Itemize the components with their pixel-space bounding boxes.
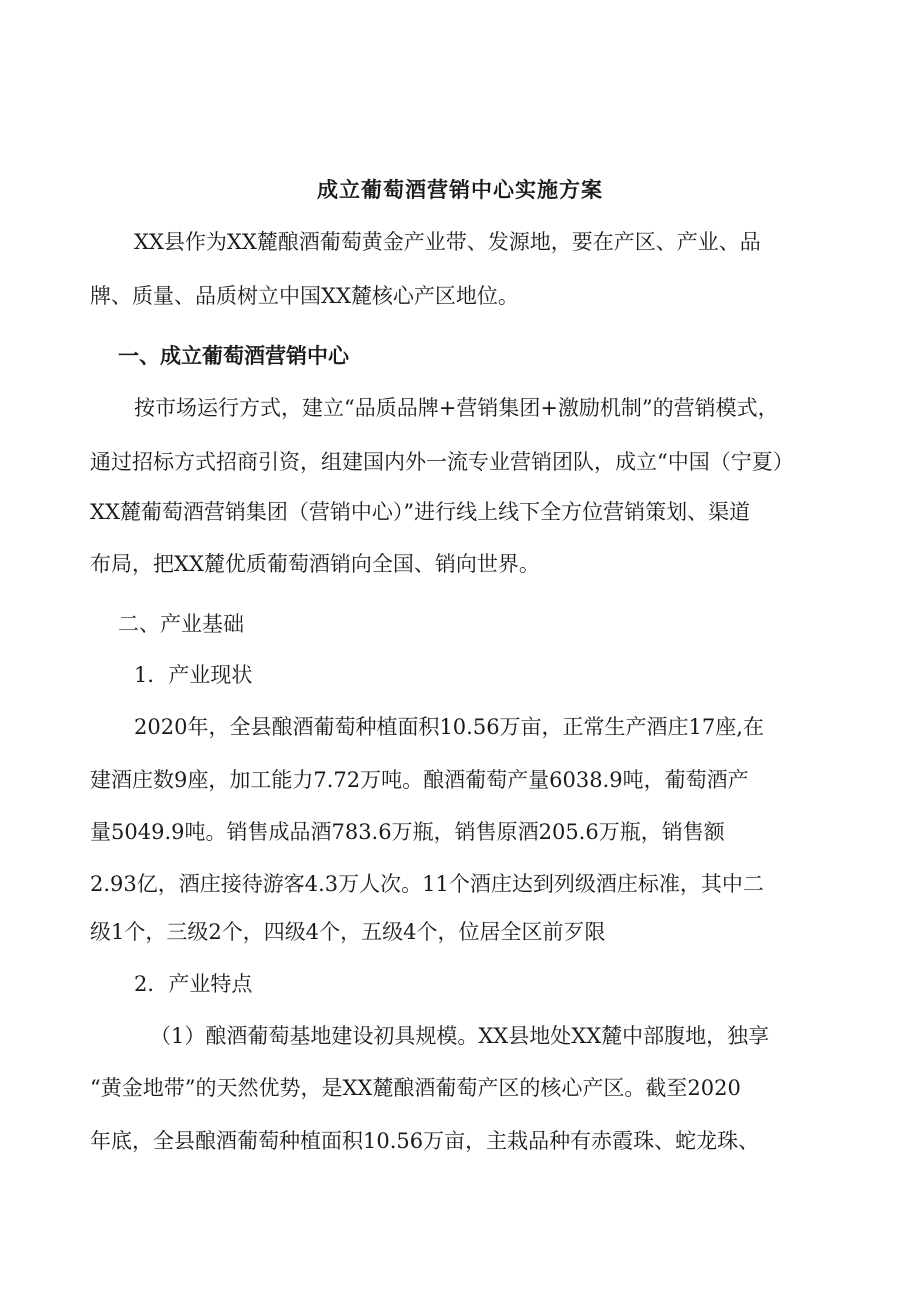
section-heading-1: 一、成立葡萄酒营销中心 — [118, 343, 349, 368]
paragraph-line: 牌、质量、品质树立中国XX麓核心产区地位。 — [90, 284, 519, 308]
paragraph-line: XX麓葡萄酒营销集团（营销中心）”进行线上线下全方位营销策划、渠道 — [90, 500, 751, 524]
subsection-heading-1: 1．产业现状 — [134, 663, 253, 687]
section-heading-2: 二、产业基础 — [118, 612, 244, 636]
paragraph-line: 年底，全县酿酒葡萄种植面积10.56万亩，主栽品种有赤霞珠、蛇龙珠、 — [90, 1129, 760, 1153]
subsection-heading-2: 2．产业特点 — [134, 972, 253, 996]
paragraph-line: 2.93亿，酒庄接待游客4.3万人次。11个酒庄达到列级酒庄标准，其中二 — [90, 872, 764, 896]
paragraph-line: 按市场运行方式，建立“品质品牌+营销集团+激励机制”的营销模式， — [134, 396, 779, 420]
document-title: 成立葡萄酒营销中心实施方案 — [317, 177, 603, 202]
paragraph-line: （1）酿酒葡萄基地建设初具规模。XX县地处XX麓中部腹地，独享 — [150, 1024, 770, 1048]
paragraph-line: 布局，把XX麓优质葡萄酒销向全国、销向世界。 — [90, 552, 540, 576]
paragraph-line: 建酒庄数9座，加工能力7.72万吨。酿酒葡萄产量6038.9吨，葡萄酒产 — [90, 768, 749, 792]
paragraph-line: 级1个，三级2个，四级4个，五级4个，位居全区前歹限 — [90, 920, 606, 944]
paragraph-line: 2020年，全县酿酒葡萄种植面积10.56万亩，正常生产酒庄17座,在 — [134, 715, 764, 739]
paragraph-line: XX县作为XX麓酿酒葡萄黄金产业带、发源地，要在产区、产业、品 — [134, 230, 761, 254]
paragraph-line: “黄金地带”的天然优势，是XX麓酿酒葡萄产区的核心产区。截至2020 — [90, 1076, 741, 1100]
paragraph-line: 通过招标方式招商引资，组建国内外一流专业营销团队，成立“中国（宁夏） — [90, 450, 794, 474]
paragraph-line: 量5049.9吨。销售成品酒783.6万瓶，销售原酒205.6万瓶，销售额 — [90, 820, 725, 844]
